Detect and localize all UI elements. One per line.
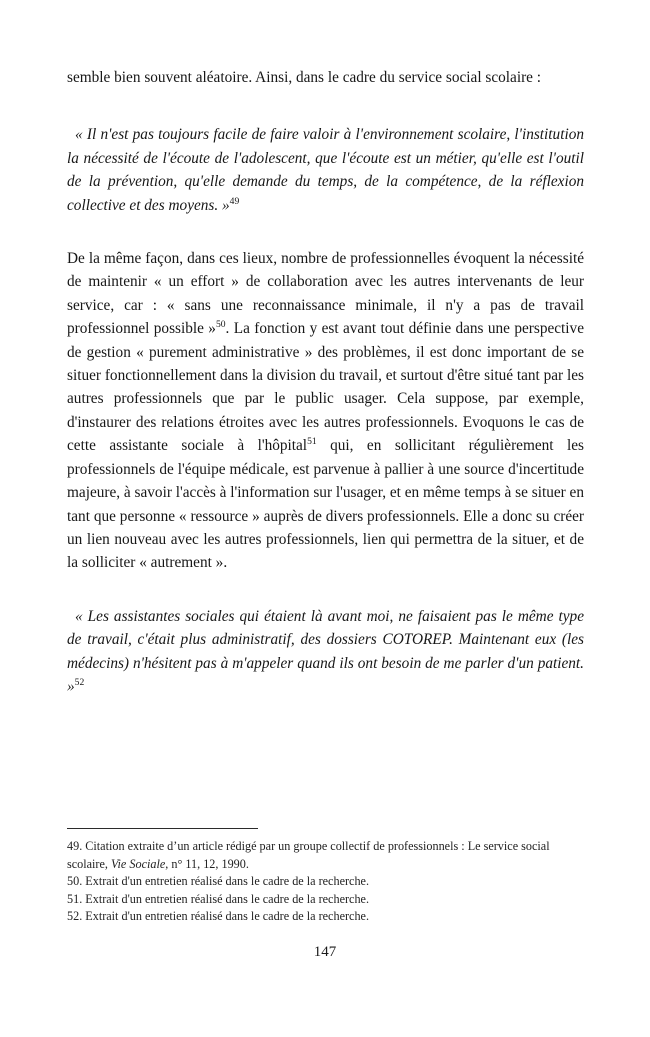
footnote-ref-52[interactable]: 52 bbox=[74, 676, 85, 688]
footnote-49-text-after: , n° 11, 12, 1990. bbox=[165, 856, 249, 871]
footnote-ref-49[interactable]: 49 bbox=[229, 195, 240, 207]
footnote-51-text: 51. Extrait d'un entretien réalisé dans le cadre de la recherche. bbox=[67, 891, 369, 906]
footnote-separator-rule bbox=[67, 828, 258, 829]
paragraph-continuation bbox=[67, 66, 584, 89]
paragraph-main-part-a: De la même façon, dans ces lieux, nombre de professionnelles évoquent la nécessité de maintenir « un effort » de collaboration avec les autres intervenants de leur service, car : « sans une reconnaissance minimale, il n'y a pas de travail professionnel possible » bbox=[67, 250, 584, 338]
footnote-section bbox=[67, 828, 584, 926]
footnote-49-text-before: 49. Citation extraite d’un article rédigé par un groupe collectif de professionnels : Le service social scolaire, bbox=[67, 839, 550, 871]
footnote-50 bbox=[67, 873, 584, 891]
page-text-body bbox=[67, 66, 584, 698]
footnote-ref-51[interactable]: 51 bbox=[307, 436, 317, 448]
footnote-50-text: 50. Extrait d'un entretien réalisé dans le cadre de la recherche. bbox=[67, 874, 369, 889]
paragraph-main bbox=[67, 247, 584, 575]
block-quote-1 bbox=[67, 123, 584, 217]
paragraph-main-part-b: . La fonction y est avant tout définie dans une perspective de gestion « purement administrative » des problèmes, il est donc important de se situer fonctionnellement dans la division du travail, et surtout d'être situé tant par les autres professionnels que par le public usager. Cela suppose, par exemple, d'instaurer des relations étroites avec les autres professionnels. Evoquons le cas de cette assistante sociale à l'hôpital bbox=[67, 320, 584, 455]
footnote-51 bbox=[67, 891, 584, 909]
paragraph-text: semble bien souvent aléatoire. Ainsi, dans le cadre du service social scolaire : bbox=[67, 69, 542, 86]
block-quote-1-text: « Il n'est pas toujours facile de faire valoir à l'environnement scolaire, l'institution la nécessité de l'écoute de l'adolescent, que l'écoute est un métier, qu'elle est l'outil de la prévention, qu'elle demande du temps, de la compétence, de la réflexion collective et des moyens. » bbox=[67, 126, 584, 214]
footnote-52 bbox=[67, 908, 584, 926]
footnote-52-text: 52. Extrait d'un entretien réalisé dans le cadre de la recherche. bbox=[67, 909, 369, 924]
page-number: 147 bbox=[313, 944, 337, 960]
block-quote-2 bbox=[67, 605, 584, 699]
footnote-49 bbox=[67, 838, 584, 873]
footnote-49-journal-title: Vie Sociale bbox=[111, 856, 166, 871]
footnote-ref-50[interactable]: 50 bbox=[215, 319, 226, 331]
block-quote-2-text: « Les assistantes sociales qui étaient là avant moi, ne faisaient pas le même type de travail, c'était plus administratif, des dossiers COTOREP. Maintenant eux (les médecins) n'hésitent pas à m'appeler quand ils ont besoin de me parler d'un patient. » bbox=[67, 607, 584, 695]
paragraph-main-part-c: qui, en sollicitant régulièrement les professionnels de l'équipe médicale, est parvenue à pallier à une source d'incertitude majeure, à savoir l'accès à l'information sur l'usager, et en même temps à se situer en tant que personne « ressource » auprès de divers professionnels. Elle a donc su créer un lien nouveau avec les autres professionnels, lien qui permettra de la situer, et de la solliciter « autrement ». bbox=[67, 437, 584, 572]
